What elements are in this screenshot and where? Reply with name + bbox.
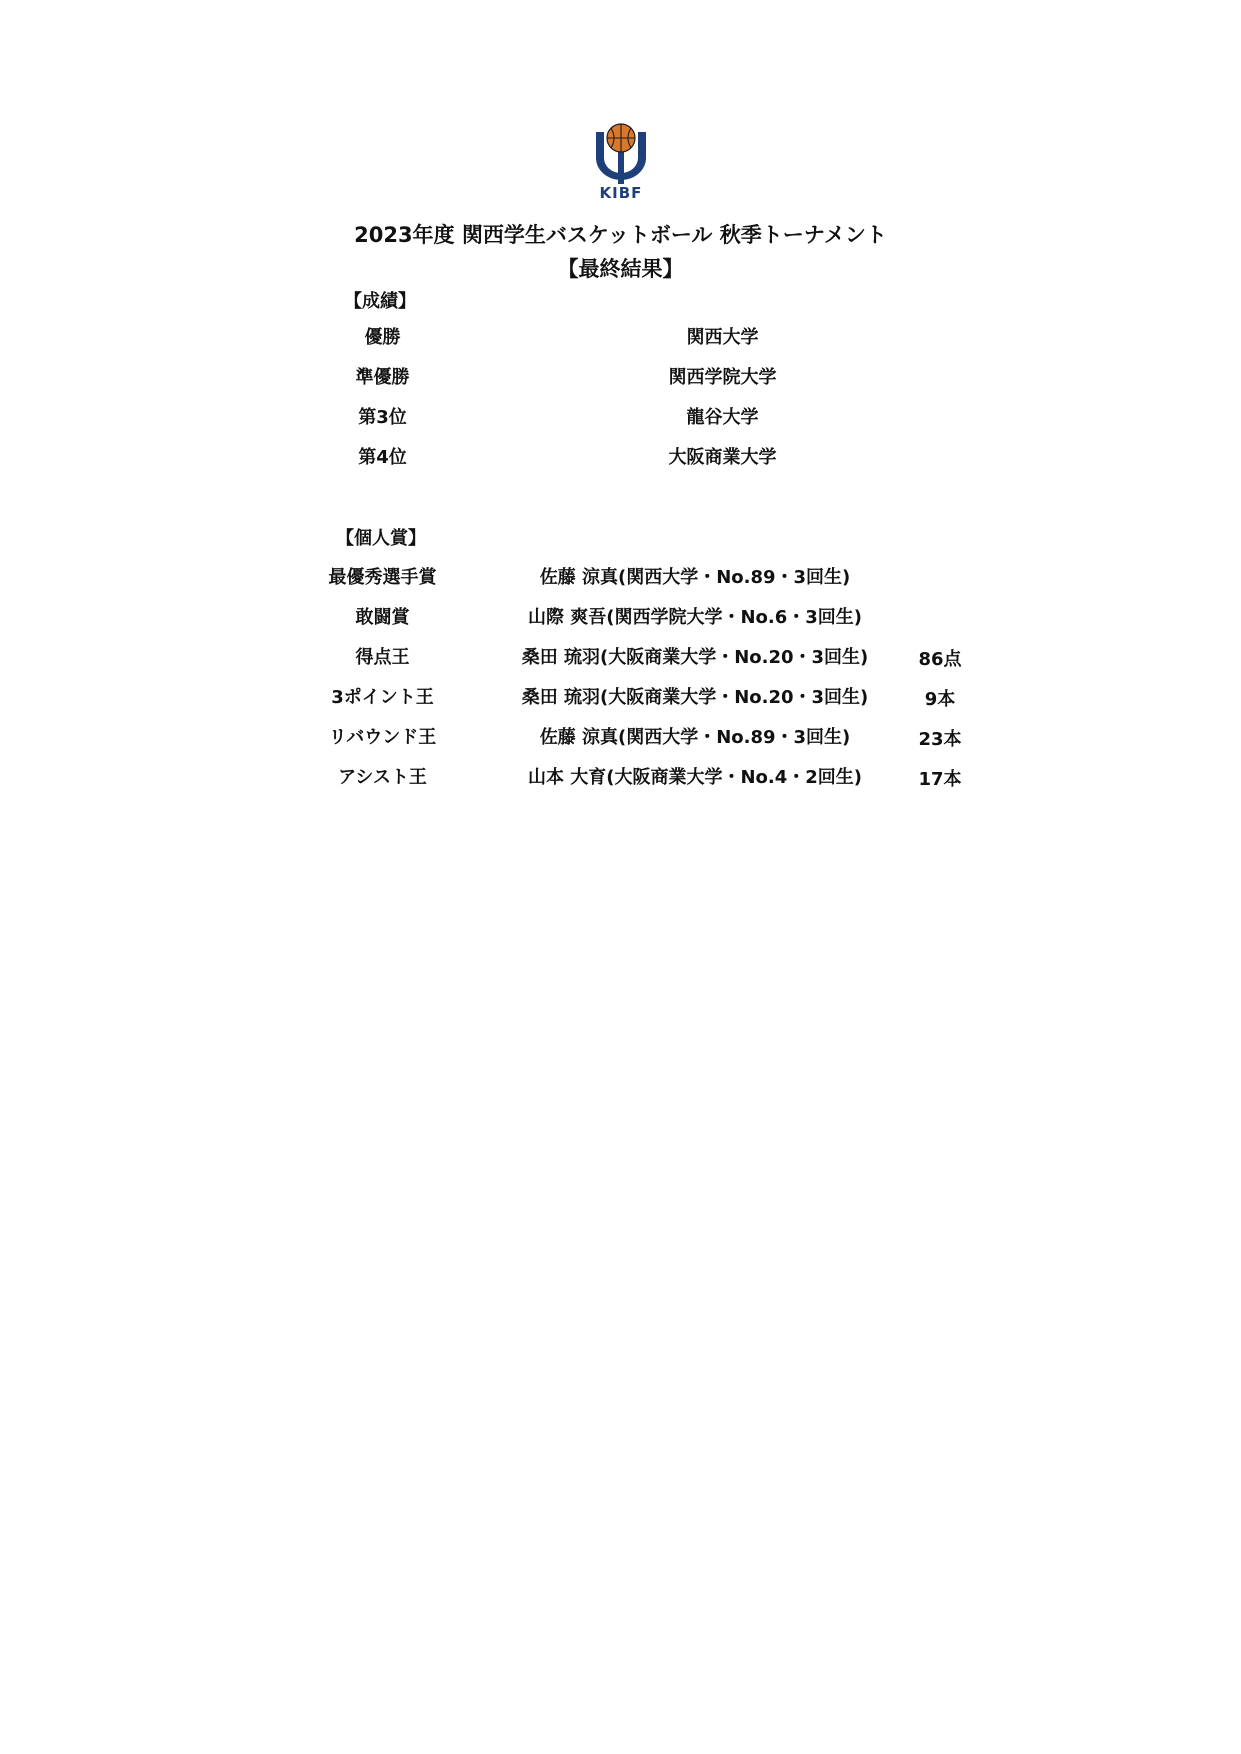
kibf-logo <box>588 118 654 204</box>
result-label: 第4位 <box>358 447 407 468</box>
award-player: 佐藤 涼真(関西大学・No.89・3回生) <box>539 567 851 588</box>
results-heading: 【成績】 <box>344 291 416 312</box>
award-label: 最優秀選手賞 <box>328 567 437 588</box>
award-label: 3ポイント王 <box>331 687 434 708</box>
award-stat: 17本 <box>918 769 962 790</box>
logo-text: KIBF <box>599 184 643 202</box>
page-subtitle: 【最終結果】 <box>557 257 684 281</box>
award-label: 敢闘賞 <box>355 607 410 628</box>
award-stat: 9本 <box>924 689 956 710</box>
result-team: 大阪商業大学 <box>668 447 777 468</box>
award-player: 山本 大育(大阪商業大学・No.4・2回生) <box>527 767 863 788</box>
awards-heading: 【個人賞】 <box>336 528 426 549</box>
basketball-hoop-icon <box>588 118 654 184</box>
result-label: 第3位 <box>358 407 407 428</box>
award-stat: 23本 <box>918 729 962 750</box>
award-player: 桑田 琉羽(大阪商業大学・No.20・3回生) <box>521 647 869 668</box>
result-label: 準優勝 <box>355 367 410 388</box>
award-player: 佐藤 涼真(関西大学・No.89・3回生) <box>539 727 851 748</box>
award-label: 得点王 <box>355 647 410 668</box>
award-stat: 86点 <box>918 649 962 670</box>
award-label: アシスト王 <box>338 767 427 788</box>
page-title: 2023年度 関西学生バスケットボール 秋季トーナメント <box>354 223 887 247</box>
award-player: 桑田 琉羽(大阪商業大学・No.20・3回生) <box>521 687 869 708</box>
result-team: 関西学院大学 <box>668 367 777 388</box>
result-team: 龍谷大学 <box>686 407 759 428</box>
result-label: 優勝 <box>364 327 401 348</box>
award-player: 山際 爽吾(関西学院大学・No.6・3回生) <box>527 607 863 628</box>
result-team: 関西大学 <box>686 327 759 348</box>
award-label: リバウンド王 <box>328 727 437 748</box>
